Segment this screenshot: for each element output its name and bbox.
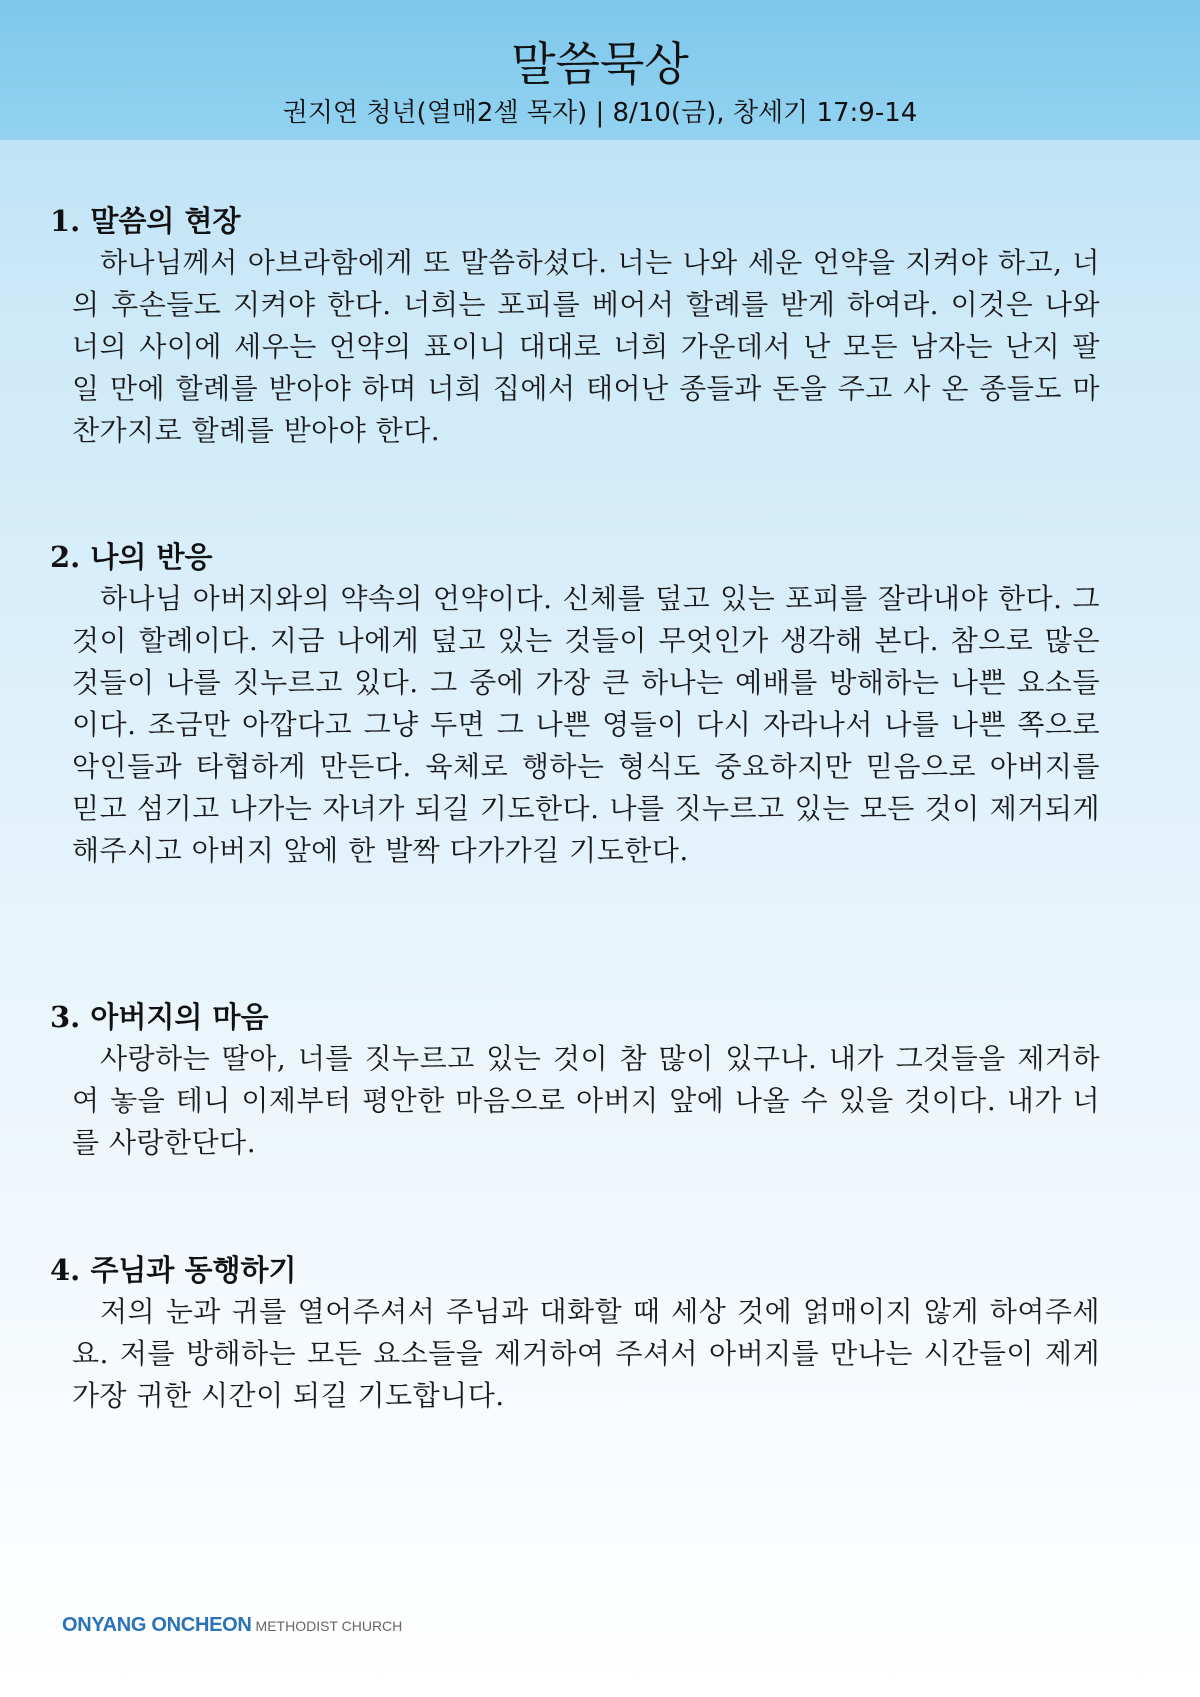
section-my-response	[50, 536, 1100, 872]
logo-main-text: ONYANG ONCHEON	[62, 1614, 252, 1636]
section-heading: 3. 아버지의 마음	[50, 1000, 269, 1034]
church-logo	[62, 1614, 402, 1637]
logo-sub-text: METHODIST CHURCH	[255, 1618, 403, 1634]
section-heading: 2. 나의 반응	[50, 540, 213, 574]
page-subtitle: 권지연 청년(열매2셀 목자) | 8/10(금), 창세기 17:9-14	[282, 98, 918, 128]
section-fathers-heart	[50, 996, 1100, 1164]
section-body: 하나님께서 아브라함에게 또 말씀하셨다. 너는 나와 세운 언약을 지켜야 하고, 너의 후손들도 지켜야 한다. 너희는 포피를 베어서 할례를 받게 하여라. 이것은 나와 너의 사이에 세우는 언약의 표이니 대대로 너희 가운데서 난 모든 남자는 난지 팔 일 만에 할례를 받아야 하며 너희 집에서 태어난 종들과 돈을 주고 사 온 종들도 마찬가지로 할례를 받아야 한다.	[72, 246, 1100, 447]
section-walking-with-lord	[50, 1249, 1100, 1417]
section-scripture-scene	[50, 200, 1100, 452]
section-body: 저의 눈과 귀를 열어주셔서 주님과 대화할 때 세상 것에 얽매이지 않게 하여주세요. 저를 방해하는 모든 요소들을 제거하여 주셔서 아버지를 만나는 시간들이 제게 가장 귀한 시간이 되길 기도합니다.	[72, 1295, 1100, 1412]
section-body: 하나님 아버지와의 약속의 언약이다. 신체를 덮고 있는 포피를 잘라내야 한다. 그것이 할례이다. 지금 나에게 덮고 있는 것들이 무엇인가 생각해 본다. 참으로 많은 것들이 나를 짓누르고 있다. 그 중에 가장 큰 하나는 예배를 방해하는 나쁜 요소들이다. 조금만 아깝다고 그냥 두면 그 나쁜 영들이 다시 자라나서 나를 나쁜 쪽으로 악인들과 타협하게 만든다. 육체로 행하는 형식도 중요하지만 믿음으로 아버지를 믿고 섬기고 나가는 자녀가 되길 기도한다. 나를 짓누르고 있는 모든 것이 제거되게 해주시고 아버지 앞에 한 발짝 다가가길 기도한다.	[72, 582, 1100, 867]
section-heading: 1. 말씀의 현장	[50, 204, 241, 238]
page-title: 말씀묵상	[511, 37, 689, 91]
header-banner	[0, 0, 1200, 140]
section-body: 사랑하는 딸아, 너를 짓누르고 있는 것이 참 많이 있구나. 내가 그것들을 제거하여 놓을 테니 이제부터 평안한 마음으로 아버지 앞에 나올 수 있을 것이다. 내가 너를 사랑한단다.	[72, 1042, 1100, 1159]
section-heading: 4. 주님과 동행하기	[50, 1253, 297, 1287]
